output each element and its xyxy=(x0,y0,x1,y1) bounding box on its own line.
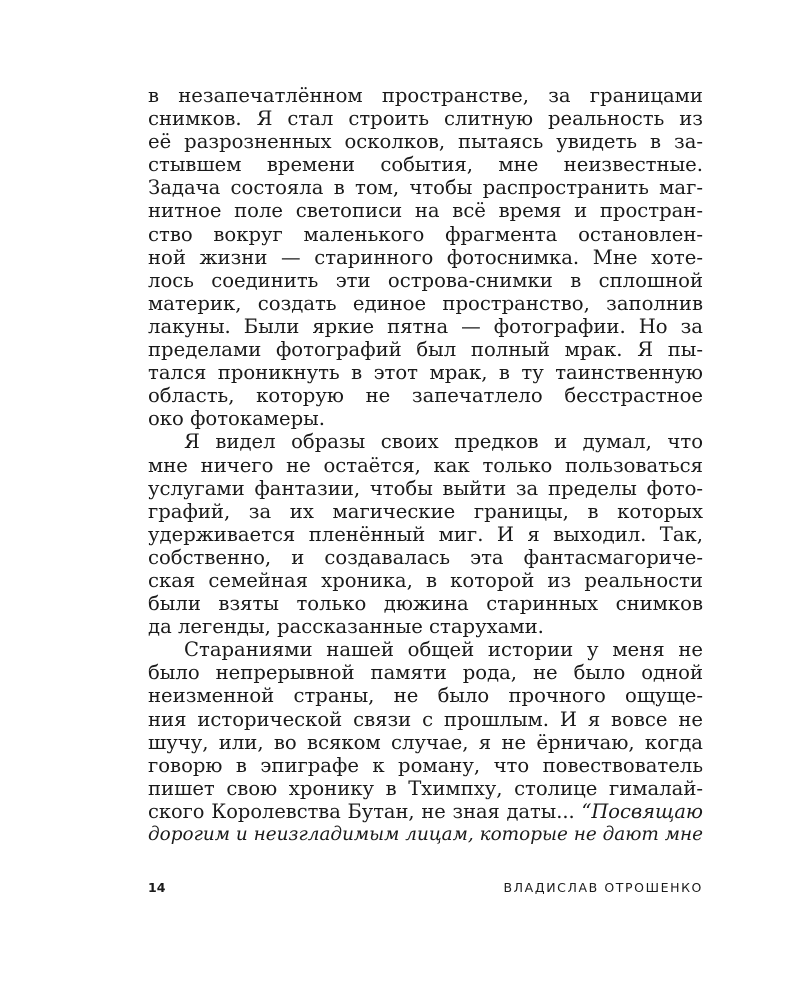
text-line: область, которую не запечатлело бесстрастное xyxy=(148,384,703,408)
text-line: удерживается пленённый миг. И я выходил. Так, xyxy=(148,522,703,546)
text-line: ская семейная хроника, в которой из реальности xyxy=(148,568,703,592)
text-line: лакуны. Были яркие пятна — фотографии. Но за xyxy=(148,314,703,338)
text-line: собственно, и создавалась эта фантасмагориче- xyxy=(148,545,703,569)
text-line: Я видел образы своих предков и думал, что xyxy=(184,430,703,454)
text-line-mixed xyxy=(148,800,703,823)
body-text xyxy=(148,84,703,846)
running-head-author: ВЛАДИСЛАВ ОТРОШЕНКО xyxy=(503,880,703,895)
text-line: ство вокруг маленького фрагмента остановлен- xyxy=(148,222,703,246)
page-number: 14 xyxy=(148,880,166,895)
text-line: её разрозненных осколков, пытаясь увидеть в за- xyxy=(148,130,703,154)
text-line: тался проникнуть в этот мрак, в ту таинственную xyxy=(148,361,703,385)
text-line: нитное поле светописи на всё время и простран- xyxy=(148,199,703,223)
text-line: пишет свою хронику в Тхимпху, столице гималай- xyxy=(148,776,703,800)
text-line: неизменной страны, не было прочного ощуще- xyxy=(148,684,703,708)
text-line: в незапечатлённом пространстве, за границами xyxy=(148,84,703,107)
text-line: графий, за их магические границы, в которых xyxy=(148,499,703,523)
text-line: Задача состояла в том, чтобы распространить маг- xyxy=(148,176,703,200)
page-footer xyxy=(148,880,703,900)
text-line: ния исторической связи с прошлым. И я вовсе не xyxy=(148,707,703,731)
text-roman-part: ского Королевства Бутан, не зная даты... xyxy=(148,799,575,823)
text-line: услугами фантазии, чтобы выйти за пределы фото- xyxy=(148,476,703,500)
text-line: да легенды, рассказанные старухами. xyxy=(148,615,544,639)
text-line: око фотокамеры. xyxy=(148,407,325,431)
text-line: стывшем времени события, мне неизвестные. xyxy=(148,153,703,177)
text-italic-part: “Посвящаю xyxy=(581,799,703,823)
text-line: пределами фотографий был полный мрак. Я пы- xyxy=(148,338,703,362)
text-line: снимков. Я стал строить слитную реальность из xyxy=(148,107,703,131)
text-line: говорю в эпиграфе к роману, что повествователь xyxy=(148,753,703,777)
text-line: мне ничего не остаётся, как только пользоваться xyxy=(148,453,703,477)
text-line: лось соединить эти острова-снимки в сплошной xyxy=(148,268,703,292)
text-line: Стараниями нашей общей истории у меня не xyxy=(184,638,703,662)
text-line: ной жизни — старинного фотоснимка. Мне хоте- xyxy=(148,245,703,269)
text-line-italic: дорогим и неизгладимым лицам, которые не дают мне xyxy=(148,824,703,845)
text-line: шучу, или, во всяком случае, я не ёрничаю, когда xyxy=(148,730,703,754)
text-line: материк, создать единое пространство, заполнив xyxy=(148,291,703,315)
text-line: было непрерывной памяти рода, не было одной xyxy=(148,661,703,685)
text-line: были взяты только дюжина старинных снимков xyxy=(148,592,703,616)
